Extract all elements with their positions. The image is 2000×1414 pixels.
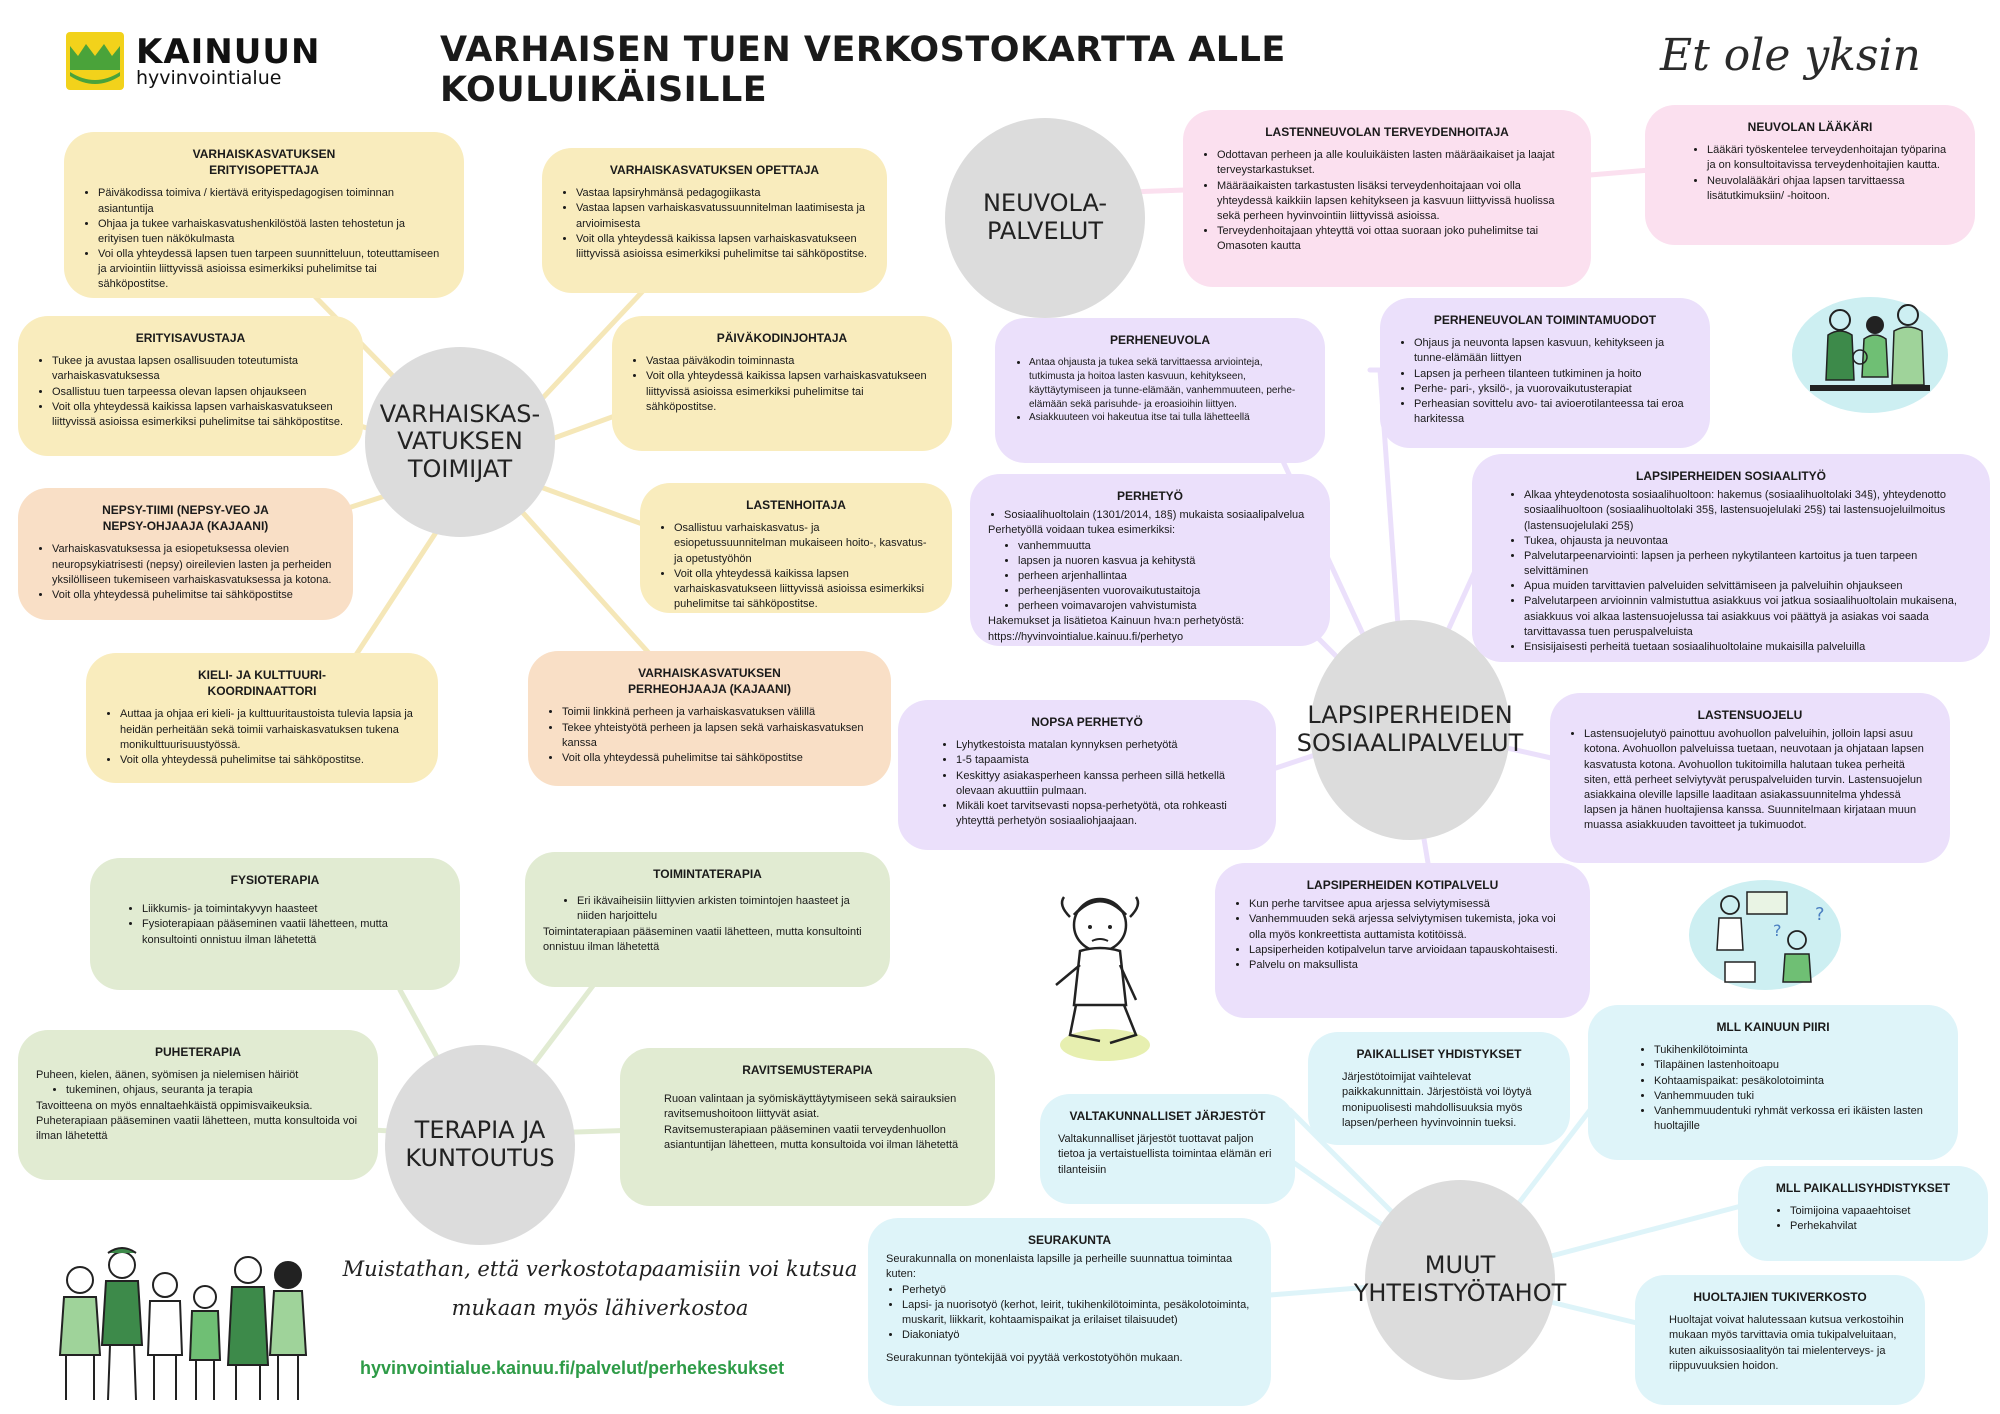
list-item: • Osallistuu tuen tarpeessa olevan lapsen ohjaukseen <box>52 385 345 400</box>
card-text: Toimintaterapiaan pääseminen vaatii lähetteen, mutta konsultointi onnistuu ilman lähetettä <box>543 925 862 953</box>
crown-logo-icon <box>66 32 124 90</box>
card-huoltajien-tukiverkosto <box>1635 1275 1925 1405</box>
card-title: LASTENSUOJELU <box>1697 708 1803 722</box>
list-item: • Vastaa päiväkodin toiminnasta <box>646 354 934 369</box>
list-item: • Lapsen ja perheen tilanteen tutkiminen ja hoito <box>1414 367 1692 382</box>
reminder-text: Muistathan, että verkostotapaamisiin voi kutsua mukaan myös lähiverkostoa <box>342 1257 858 1320</box>
card-title: PUHETERAPIA <box>154 1045 241 1059</box>
card-terveydenhoitaja <box>1183 110 1591 287</box>
list-item: • Palvelutarpeen arvioinnin valmistuttua asiakkuus voi jatkua sosiaalihuoltolain mukaisena, asiakkuus voi alkaa lastensuojelussa tai asiakkuus voi päättyä ja asiakas voi saada tarvittavassa tuen peruspalveluista <box>1524 594 1972 640</box>
family-consultation-illustration <box>1790 285 1950 415</box>
card-text: Perhetyöllä voidaan tukea esimerkiksi: <box>988 524 1176 537</box>
card-valtakunnalliset-jarjestot <box>1040 1094 1295 1204</box>
list-item: • Perhe- pari-, yksilö-, ja vuorovaikutusterapiat <box>1414 382 1692 397</box>
card-kotipalvelu <box>1215 863 1590 1018</box>
list-item: • Odottavan perheen ja alle kouluikäisten lasten määräaikaiset ja laajat terveystarkastukset. <box>1217 148 1573 178</box>
list-item: • Vanhemmuudentuki ryhmät verkossa eri ikäisten lasten huoltajille <box>1654 1104 1940 1134</box>
list-item: • Tekee yhteistyötä perheen ja lapsen sekä varhaiskasvatuksen kanssa <box>562 721 873 751</box>
card-text: Valtakunnalliset järjestöt tuottavat paljon tietoa ja vertaistuellista toimintaa elämän eri tilanteisiin <box>1058 1133 1272 1176</box>
card-title: LAPSIPERHEIDEN SOSIAALITYÖ <box>1635 469 1827 483</box>
list-item: • Lapsiperheiden kotipalvelun tarve arvioidaan tapauskohtaisesti. <box>1249 943 1572 958</box>
card-title: LASTENNEUVOLAN TERVEYDENHOITAJA <box>1265 125 1509 139</box>
list-item: • Voit olla yhteydessä kaikissa lapsen varhaiskasvatukseen liittyvissä asioissa esimerkiksi puhelimitse tai sähköpostitse. <box>646 369 934 415</box>
card-neuvolan-laakari <box>1645 105 1975 245</box>
card-title: VARHAISKASVATUKSEN ERITYISOPETTAJA <box>192 147 336 178</box>
card-opettaja <box>542 148 887 293</box>
card-erityisavustaja <box>18 316 363 456</box>
list-item: • Antaa ohjausta ja tukea sekä tarvittaessa arviointeja, tutkimusta ja hoitoa lasten kasvuun, kehitykseen, käyttäytymiseen ja tunne-elämään, vanhemmuuteen, perhe-elämään sekä parisuhde- ja eroasioihin liittyen. <box>1029 356 1307 411</box>
list-item: • Voit olla yhteydessä puhelimitse tai sähköpostitse <box>562 751 873 766</box>
list-item: • Auttaa ja ohjaa eri kieli- ja kulttuuritaustoista tulevia lapsia ja heidän perheitään sekä toimii varhaiskasvatuksen tukena monikulttuurisuustyössä. <box>120 707 420 753</box>
card-text: Järjestötoimijat vaihtelevat paikkakunnittain. Järjestöistä voi löytyä monipuolisesti mahdollisuuksia myös lapsen/perheen hyvinvoinnin tueksi. <box>1342 1071 1532 1129</box>
list-item: • Kohtaamispaikat: pesäkolotoiminta <box>1654 1074 1940 1089</box>
list-item: • tukeminen, ohjaus, seuranta ja terapia <box>66 1083 360 1098</box>
list-item: • Voit olla yhteydessä puhelimitse tai sähköpostitse <box>52 588 335 603</box>
logo-subtitle: hyvinvointialue <box>136 66 282 89</box>
list-item: • Toimijoina vapaaehtoiset <box>1790 1204 1970 1219</box>
list-item: • Osallistuu varhaiskasvatus- ja esiopetussuunnitelman mukaiseen hoito-, kasvatus- ja opetustyöhön <box>674 521 934 567</box>
card-title: NEPSY-TIIMI (NEPSY-VEO JA NEPSY-OHJAAJA (KAJAANI) <box>102 503 269 534</box>
kainuu-logo <box>66 32 320 90</box>
card-title: PAIKALLISET YHDISTYKSET <box>1356 1047 1522 1061</box>
list-item: • Liikkumis- ja toimintakyvyn haasteet <box>142 902 442 917</box>
card-text: Seurakunnalla on monenlaista lapsille ja perheille suunnattua toimintaa kuten: <box>886 1253 1233 1281</box>
list-item: • Voit olla yhteydessä puhelimitse tai sähköpostitse. <box>120 753 420 768</box>
list-item: • Vastaa lapsen varhaiskasvatussuunnitelman laatimisesta ja arvioimisesta <box>576 201 869 231</box>
list-item: • Lastensuojelutyö painottuu avohuollon palveluihin, jolloin lapsi asuu kotona. Avohuollon palveluissa tuetaan, neuvotaan ja ohjataan lapsen kasvatusta kotona. Avohuollon tukitoimilla halutaan tukea perheitä siten, että perheet selviytyvät peruspalveluiden turvin. Lastensuojelun asiakkaina oleville lapsille laaditaan asiakassuunnitelma yhdessä lapsen ja hänen huoltajiensa kanssa. Suunnitelmaan kirjataan muun muassa asiakkuuden tavoitteet ja tukimuodot. <box>1584 727 1932 833</box>
list-item: • Terveydenhoitajaan yhteyttä voi ottaa suoraan joko puhelimitse tai Omasoten kautta <box>1217 224 1573 254</box>
list-item: • Asiakkuuteen voi hakeutua itse tai tulla lähetteellä <box>1029 411 1307 425</box>
card-title: LASTENHOITAJA <box>746 498 846 512</box>
card-title: PÄIVÄKODINJOHTAJA <box>716 331 848 345</box>
card-mll-kainuun-piiri <box>1588 1005 1958 1160</box>
card-paivakodinjohtaja <box>612 316 952 451</box>
card-text: Tavoitteena on myös ennaltaehkäistä oppimisvaikeuksia. Puheterapiaan pääseminen vaatii lähetteen, mutta konsultoida voi ilman lähetettä <box>36 1099 358 1142</box>
list-item: • vanhemmuutta <box>1018 539 1312 554</box>
card-title: NEUVOLAN LÄÄKÄRI <box>1747 120 1873 134</box>
list-item: • 1-5 tapaamista <box>956 753 1258 768</box>
hub-lapsiperheiden-sosiaalipalvelut: LAPSIPERHEIDEN SOSIAALIPALVELUT <box>1310 620 1510 840</box>
hub-varhaiskasvatus: VARHAISKAS- VATUKSEN TOIMIJAT <box>365 347 555 537</box>
card-title: SEURAKUNTA <box>1027 1233 1112 1247</box>
hub-terapia: TERAPIA JA KUNTOUTUS <box>385 1045 575 1245</box>
list-item: • Määräaikaisten tarkastusten lisäksi terveydenhoitajaan voi olla yhteydessä kaikkiin lapsen kehitykseen ja kasvuun liittyvissä huolissa sekä perheen hyvinvointiin liittyvissä asioissa. <box>1217 179 1573 225</box>
card-title: PERHENEUVOLA <box>1109 333 1210 347</box>
list-item: • Voit olla yhteydessä kaikissa lapsen varhaiskasvatukseen liittyvissä asioissa esimerkiksi puhelimitse tai sähköpostitse. <box>576 232 869 262</box>
card-title: VALTAKUNNALLISET JÄRJESTÖT <box>1069 1109 1266 1123</box>
card-toimintaterapia <box>525 852 890 987</box>
list-item: • Ohjaus ja neuvonta lapsen kasvuun, kehitykseen ja tunne-elämään liittyen <box>1414 336 1692 366</box>
card-kieli-kulttuurikoordinaattori <box>86 653 438 783</box>
list-item: • Päiväkodissa toimiva / kiertävä erityispedagogisen toiminnan asiantuntija <box>98 186 446 216</box>
list-item: • Alkaa yhteydenotosta sosiaalihuoltoon: hakemus (sosiaalihuoltolaki 34§), yhteydenotto sosiaalihuoltoon (sosiaalihuoltolaki 35§, lastensuojelulaki 25§) tai lastensuojeluilmoitus (lastensuojelulaki 25§) <box>1524 488 1972 534</box>
card-title: VARHAISKASVATUKSEN PERHEOHJAAJA (KAJAANI) <box>628 666 791 697</box>
list-item: • Ensisijaisesti perheitä tuetaan sosiaalihuoltolaine mukaisilla palveluilla <box>1524 640 1972 655</box>
list-item: • Ohjaa ja tukee varhaiskasvatushenkilöstöä lasten tehostetun ja erityisen tuen näkökulmasta <box>98 217 446 247</box>
card-title: PERHETYÖ <box>1116 489 1183 503</box>
card-seurakunta <box>868 1218 1271 1406</box>
list-item: • Tukee ja avustaa lapsen osallisuuden toteutumista varhaiskasvatuksessa <box>52 354 345 384</box>
card-text: Huoltajat voivat halutessaan kutsua verkostoihin mukaan myös tarvittavia omia tukipalveluitaan, kuten aikuissosiaalityön tai mielenterveys- ja riippuvuuksien hoidon. <box>1669 1314 1904 1372</box>
hub-muut-yhteistyotahot: MUUT YHTEISTYÖTAHOT <box>1365 1180 1555 1380</box>
card-title: NOPSA PERHETYÖ <box>1031 715 1143 729</box>
list-item: • Voit olla yhteydessä kaikissa lapsen varhaiskasvatukseen liittyvissä asioissa esimerkiksi puhelimitse tai sähköpostitse. <box>52 400 345 430</box>
list-item: • Lyhytkestoista matalan kynnyksen perhetyötä <box>956 738 1258 753</box>
list-item: • Diakoniatyö <box>902 1328 1253 1343</box>
list-item: • Tukihenkilötoiminta <box>1654 1043 1940 1058</box>
list-item: • Mikäli koet tarvitsevasti nopsa-perhetyötä, ota rohkeasti yhteyttä perhetyön sosiaaliohjaajaan. <box>956 799 1258 829</box>
card-perheohjaaja <box>528 651 891 786</box>
card-title: FYSIOTERAPIA <box>230 873 320 887</box>
card-text: Seurakunnan työntekijää voi pyytää verkostotyöhön mukaan. <box>886 1352 1183 1365</box>
svg-text:?: ? <box>1773 921 1782 940</box>
list-item: • Perhekahvilat <box>1790 1219 1970 1234</box>
card-perheneuvolan-toimintamuodot <box>1380 298 1710 448</box>
card-title: LAPSIPERHEIDEN KOTIPALVELU <box>1306 878 1499 892</box>
card-title: PERHENEUVOLAN TOIMINTAMUODOT <box>1433 313 1657 327</box>
card-text: Ruoan valintaan ja syömiskäyttäytymiseen sekä sairauksien ravitsemushoitoon liittyvät asiat. <box>664 1093 957 1121</box>
list-item: • Palvelu on maksullista <box>1249 958 1572 973</box>
list-item: • Lääkäri työskentelee terveydenhoitajan työparina ja on konsultoitavissa terveydenhoitajien kautta. <box>1707 143 1957 173</box>
card-nopsa-perhetyo <box>898 700 1276 850</box>
list-item: • perheen arjenhallintaa <box>1018 569 1312 584</box>
card-title: MLL KAINUUN PIIRI <box>1716 1020 1830 1034</box>
list-item: • lapsen ja nuoren kasvua ja kehitystä <box>1018 554 1312 569</box>
card-paikalliset-yhdistykset <box>1308 1032 1570 1145</box>
list-item: • Lapsi- ja nuorisotyö (kerhot, leirit, tukihenkilötoiminta, pesäkolotoiminta, muskarit, liikkarit, kohtaamispaikat ja erilaiset tilaisuudet) <box>902 1298 1253 1328</box>
list-item: • Fysioterapiaan pääseminen vaatii lähetteen, mutta konsultointi onnistuu ilman lähetettä <box>142 917 442 947</box>
list-item: • Perheasian sovittelu avo- tai avioerotilanteessa tai eroa harkitessa <box>1414 397 1692 427</box>
list-item: • Palvelutarpeenarviointi: lapsen ja perheen nykytilanteen kartoitus ja tuen tarpeen selvittäminen <box>1524 549 1972 579</box>
list-item: • Vastaa lapsiryhmänsä pedagogiikasta <box>576 186 869 201</box>
card-lapsiperheiden-sosiaalityo <box>1472 454 1990 662</box>
sad-child-illustration <box>1040 885 1160 1065</box>
list-item: • Vanhemmuuden tuki <box>1654 1089 1940 1104</box>
card-fysioterapia <box>90 858 460 990</box>
service-url-link[interactable]: hyvinvointialue.kainuu.fi/palvelut/perhekeskukset <box>360 1358 785 1378</box>
card-perheneuvola <box>995 318 1325 463</box>
list-item: • Kun perhe tarvitsee apua arjessa selviytymisessä <box>1249 897 1572 912</box>
card-perhetyo <box>970 474 1330 646</box>
card-title: ERITYISAVUSTAJA <box>135 331 246 345</box>
card-puheterapia <box>18 1030 378 1180</box>
list-item: • Toimii linkkinä perheen ja varhaiskasvatuksen välillä <box>562 705 873 720</box>
support-situation-illustration <box>1685 870 1845 995</box>
card-lastensuojelu <box>1550 693 1950 863</box>
card-text: Ravitsemusterapiaan pääseminen vaatii terveydenhuollon asiantuntijan lähetteen, mutta konsultoida voi ilman lähetettä <box>664 1123 959 1151</box>
card-title: MLL PAIKALLISYHDISTYKSET <box>1775 1181 1951 1195</box>
logo-name: KAINUUN <box>136 31 321 72</box>
list-item: • Neuvolalääkäri ohjaa lapsen tarvittaessa lisätutkimuksiin/ -hoitoon. <box>1707 174 1957 204</box>
list-item: • Apua muiden tarvittavien palveluiden selvittämiseen ja palveluihin ohjaukseen <box>1524 579 1972 594</box>
list-item: • Keskittyy asiakasperheen kanssa perheen sillä hetkellä olevaan akuuttiin pulmaan. <box>956 769 1258 799</box>
list-item: • Vanhemmuuden sekä arjessa selviytymisen tukemista, joka voi olla myös konkreettista auttamista kotitöissä. <box>1249 912 1572 942</box>
card-erityisopettaja <box>64 132 464 298</box>
list-item: • perheenjäsenten vuorovaikutustaitoja <box>1018 584 1312 599</box>
people-group-illustration <box>50 1235 320 1405</box>
page-title: VARHAISEN TUEN VERKOSTOKARTTA ALLE KOULUIKÄISILLE <box>440 30 1286 110</box>
slogan: Et ole yksin <box>1660 30 1921 81</box>
svg-text:?: ? <box>1815 904 1825 925</box>
card-mll-paikallisyhdistykset <box>1738 1166 1988 1261</box>
list-item: • Eri ikävaiheisiin liittyvien arkisten toimintojen haasteet ja niiden harjoittelu <box>577 894 872 924</box>
card-title: HUOLTAJIEN TUKIVERKOSTO <box>1693 1290 1867 1304</box>
list-item: • Tilapäinen lastenhoitoapu <box>1654 1058 1940 1073</box>
list-item: • Perhetyö <box>902 1283 1253 1298</box>
card-title: RAVITSEMUSTERAPIA <box>742 1063 873 1077</box>
card-lastenhoitaja <box>640 483 952 613</box>
hub-neuvola: NEUVOLA- PALVELUT <box>945 118 1145 318</box>
card-title: TOIMINTATERAPIA <box>653 867 762 881</box>
card-nepsy-tiimi <box>18 488 353 620</box>
list-item: • Voi olla yhteydessä lapsen tuen tarpeen suunnitteluun, toteuttamiseen ja arviointiin liittyvissä asioissa esimerkiksi puhelimitse tai sähköpostitse. <box>98 247 446 293</box>
list-item: • perheen voimavarojen vahvistumista <box>1018 599 1312 614</box>
list-item: • Varhaiskasvatuksessa ja esiopetuksessa olevien neuropsykiatrisesti (nepsy) oireilevien lasten ja perheiden yksilölliseen tukemiseen varhaiskasvatuksessa ja kotona. <box>52 542 335 588</box>
card-title: KIELI- JA KULTTUURI- KOORDINAATTORI <box>198 668 326 699</box>
card-text: Puheen, kielen, äänen, syömisen ja nielemisen häiriöt <box>36 1069 299 1082</box>
card-text: Hakemukset ja lisätietoa Kainuun hva:n perhetyöstä: https://hyvinvointialue.kainuu.fi/perhetyo <box>988 615 1245 643</box>
card-title: VARHAISKASVATUKSEN OPETTAJA <box>609 163 820 177</box>
list-item: • Sosiaalihuoltolain (1301/2014, 18§) mukaista sosiaalipalvelua <box>1004 508 1312 523</box>
card-ravitsemusterapia <box>620 1048 995 1206</box>
list-item: • Tukea, ohjausta ja neuvontaa <box>1524 534 1972 549</box>
list-item: • Voit olla yhteydessä kaikissa lapsen varhaiskasvatukseen liittyvissä asioissa esimerkiksi puhelimitse tai sähköpostitse. <box>674 567 934 613</box>
